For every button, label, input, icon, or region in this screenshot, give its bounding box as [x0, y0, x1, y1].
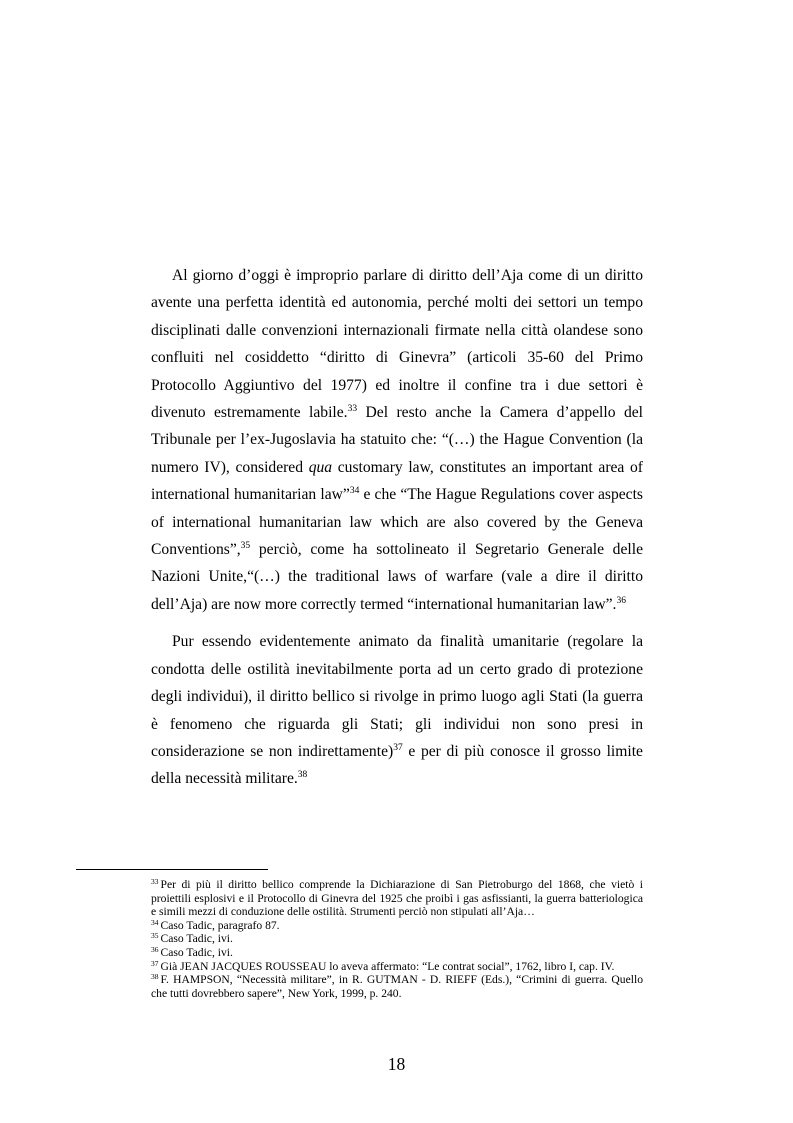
italic-term: qua [308, 458, 333, 476]
paragraph-text: Pur essendo evidentemente animato da finalità umanitarie (regolare la condotta delle ostilità inevitabilmente porta ad un certo grado di protezione degli individui), il diritto bellico si rivolge in primo luogo agli Stati (la guerra è fenomeno che riguarda gli Stati; gli individui non sono presi in considerazione se non indirettamente) [151, 633, 643, 760]
footnote [151, 878, 643, 919]
footnote-ref[interactable]: 38 [297, 770, 308, 781]
paragraph-text: e che “The Hague Regulations cover aspects of international humanitarian law which are also covered by the Geneva Conventions”, [151, 486, 643, 559]
paragraph-text: Al giorno d’oggi è improprio parlare di diritto dell’Aja come di un diritto avente una perfetta identità ed autonomia, perché molti dei settori un tempo disciplinati dalle convenzioni internazionali firmate nella città olandese sono confluiti nel cosiddetto “diritto di Ginevra” (articoli 35-60 del Primo Protocollo Aggiuntivo del 1977) ed inoltre il confine tra i due settori è divenuto estremamente labile. [151, 267, 643, 422]
page-number: 18 [387, 1054, 406, 1074]
footnote-ref[interactable]: 35 [240, 541, 251, 552]
footnote-text: Caso Tadic, paragrafo 87. [160, 918, 280, 932]
footnote-text: Caso Tadic, ivi. [160, 945, 233, 959]
footnote-ref[interactable]: 33 [347, 404, 358, 415]
main-text [151, 262, 643, 803]
footnote-text: F. HAMPSON, “Necessità militare”, in R. GUTMAN - D. RIEFF (Eds.), “Crimini di guerra. Quello che tutti dovrebbero sapere”, New York, 1999, p. 240. [151, 973, 643, 1000]
footnote-ref[interactable]: 36 [616, 595, 626, 606]
footnote [151, 960, 643, 974]
footnote-number: 34 [151, 917, 159, 927]
footnotes [151, 878, 643, 1000]
footnote-ref[interactable]: 34 [349, 486, 360, 497]
footnote-number: 33 [151, 877, 159, 886]
footnote [151, 946, 643, 960]
paragraph-text: perciò, come ha sottolineato il Segretario Generale delle Nazioni Unite,“(…) the traditional laws of warfare (vale a dire il diritto dell’Aja) are now more correctly termed “international humanitarian law”. [151, 541, 643, 613]
footnote-separator [76, 869, 268, 870]
paragraph-text: Del resto anche la Camera d’appello del Tribunale per l’ex-Jugoslavia ha statuito che: “(…) the Hague Convention (la numero IV), considered [151, 404, 643, 476]
footnote-number: 38 [151, 972, 159, 982]
footnote-text: Per di più il diritto bellico comprende la Dichiarazione di San Pietroburgo del 1868, che vietò i proiettili esplosivi e il Protocollo di Ginevra del 1925 che proibì i gas asfissianti, la guerra batteriologica e simili mezzi di conduzione delle ostilità. Strumenti perciò non stipulati all’Aja… [151, 878, 643, 919]
footnote [151, 919, 643, 933]
footnote-number: 36 [151, 944, 159, 954]
paragraph-text: customary law, constitutes an important area of international humanitarian law” [151, 458, 643, 504]
footnote-number: 35 [151, 931, 159, 941]
footnote-number: 37 [151, 958, 159, 968]
footnote [151, 932, 643, 946]
paragraph [151, 628, 643, 792]
footnote-text: Caso Tadic, ivi. [160, 932, 233, 946]
footnote [151, 973, 643, 1000]
paragraph [151, 262, 643, 618]
paragraph-text: e per di più conosce il grosso limite della necessità militare. [151, 742, 643, 788]
footnote-text: Già JEAN JACQUES ROUSSEAU lo aveva affermato: “Le contrat social”, 1762, libro I, cap. IV. [160, 959, 615, 973]
footnote-ref[interactable]: 37 [393, 742, 403, 753]
